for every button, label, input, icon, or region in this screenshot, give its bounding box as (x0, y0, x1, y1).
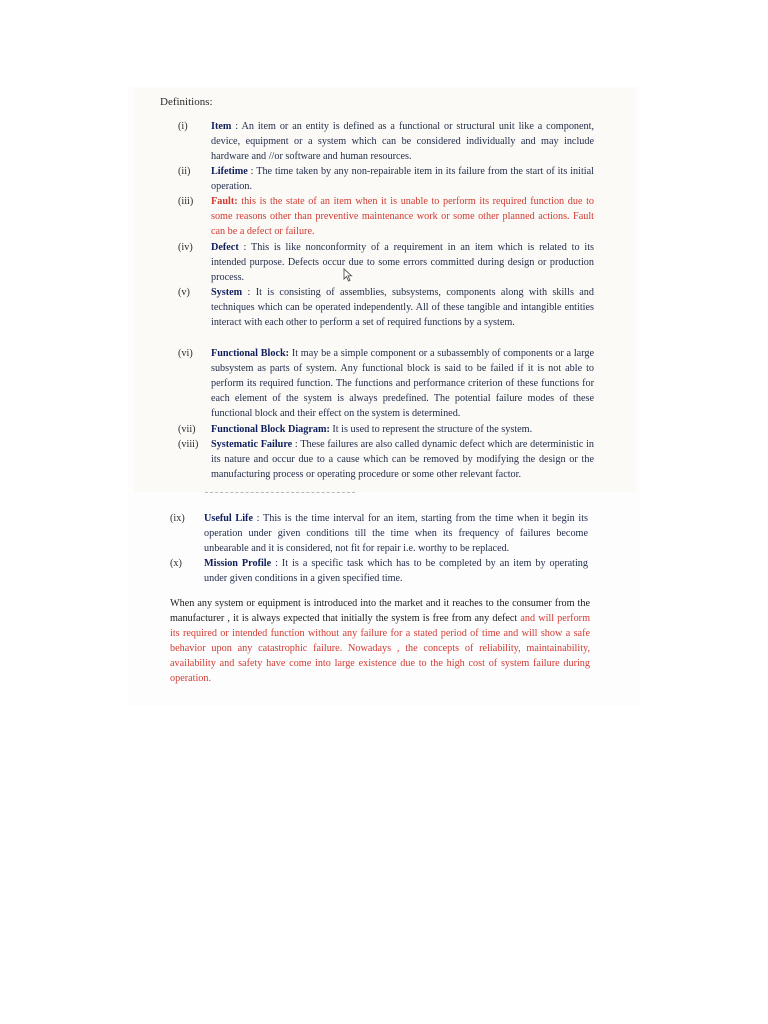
definition-body (211, 346, 594, 421)
definition-number: (ix) (170, 513, 185, 524)
definition-separator: : (252, 513, 263, 524)
definition-term: Item (211, 121, 232, 132)
definition-text: this is the state of an item when it is unable to perform its required function due to some reasons other than preventive maintenance work or some other planned actions. Fault can be a defect or failure. (211, 196, 595, 237)
definition-separator: : (271, 558, 282, 569)
definition-item (178, 285, 594, 330)
mouse-pointer-icon (343, 268, 353, 282)
definition-separator: : (292, 439, 301, 450)
definition-text: This is like nonconformity of a requirement in an item which is related to its intended purpose. Defects occur due to some errors committed during design or production process. (211, 242, 594, 283)
definition-item (178, 422, 594, 437)
definition-text: It is consisting of assemblies, subsystems, components along with skills and techniques which can be operated independently. All of these tangible and intangible entities interact with each other to perform a set of required functions by a system. (211, 287, 594, 328)
definition-item (170, 511, 588, 556)
definition-number: (x) (170, 558, 182, 569)
closing-text-black: When any system or equipment is introduced into the market and it reaches to the consumer from the manufacturer , it is always expected that initially the system is free from any defect (170, 598, 590, 624)
definition-body (211, 119, 594, 164)
definition-text: An item or an entity is defined as a functional or structural unit like a component, device, equipment or a system which can be considered individually and may include hardware and //or software and human resources. (211, 121, 594, 162)
definition-term: Mission Profile (204, 558, 272, 569)
definition-term: Fault: (211, 196, 238, 207)
definition-term: Defect (211, 242, 239, 253)
definition-number: (v) (178, 287, 190, 298)
definition-term: Functional Block Diagram: (211, 424, 330, 435)
definition-body (211, 240, 594, 285)
definition-separator: : (231, 121, 242, 132)
definition-separator: : (238, 242, 251, 253)
definition-item (178, 194, 594, 239)
definition-number: (vii) (178, 424, 196, 435)
definition-item (178, 346, 594, 421)
page-cut-edge (205, 492, 355, 493)
definition-item (178, 119, 594, 164)
definition-item (178, 164, 594, 194)
definition-body (211, 285, 594, 330)
definition-separator: : (247, 166, 257, 177)
definition-number: (iv) (178, 242, 193, 253)
definition-number: (i) (178, 121, 188, 132)
definition-item (170, 556, 588, 586)
definitions-heading: Definitions: (160, 96, 213, 108)
definition-body (211, 422, 594, 437)
closing-text-red: and will perform its required or intended function without any failure for a stated period of time and will show a safe behavior upon any catastrophic failure. Nowadays , the concepts of reliability, maintainability, availability and safety have come into large existence due to the high cost of system failure during operation. (170, 613, 590, 684)
definition-term: System (211, 287, 243, 298)
definition-body (211, 194, 594, 239)
definition-term: Useful Life (204, 513, 253, 524)
definition-text: These failures are also called dynamic defect which are deterministic in its nature and occur due to a cause which can be removed by modifying the design or the manufacturing process or operating procedure or some other relevant factor. (211, 439, 594, 480)
definition-separator: : (242, 287, 256, 298)
definition-number: (ii) (178, 166, 191, 177)
definition-term: Functional Block: (211, 348, 290, 359)
definition-text: The time taken by any non-repairable item in its failure from the start of its initial operation. (211, 166, 594, 192)
definition-term: Systematic Failure (211, 439, 293, 450)
definition-number: (iii) (178, 196, 194, 207)
definition-body (211, 164, 594, 194)
definition-text: This is the time interval for an item, starting from the time when it begin its operation under given conditions till the time when its frequency of failures become unbearable and it is considered, not fit for repair i.e. worthy to be replaced. (204, 513, 588, 554)
definition-text: It is a specific task which has to be completed by an item by operating under given conditions in a given specified time. (204, 558, 588, 584)
definition-body (204, 556, 588, 586)
definition-number: (viii) (178, 439, 199, 450)
definition-term: Lifetime (211, 166, 248, 177)
definition-number: (vi) (178, 348, 193, 359)
definition-body (211, 437, 594, 482)
definition-item (178, 240, 594, 285)
closing-paragraph (170, 596, 590, 686)
definition-item (178, 437, 594, 492)
definition-body (204, 511, 588, 556)
definition-text: It may be a simple component or a subassembly of components or a large subsystem as parts of system. Any functional block is said to be failed if it is not able to perform its required function. The functions and performance criterion of these functions for each element of the system is always predefined. The potential failure modes of these functional block and their effect on the system is determined. (211, 348, 594, 419)
definition-text: It is used to represent the structure of the system. (332, 424, 533, 435)
